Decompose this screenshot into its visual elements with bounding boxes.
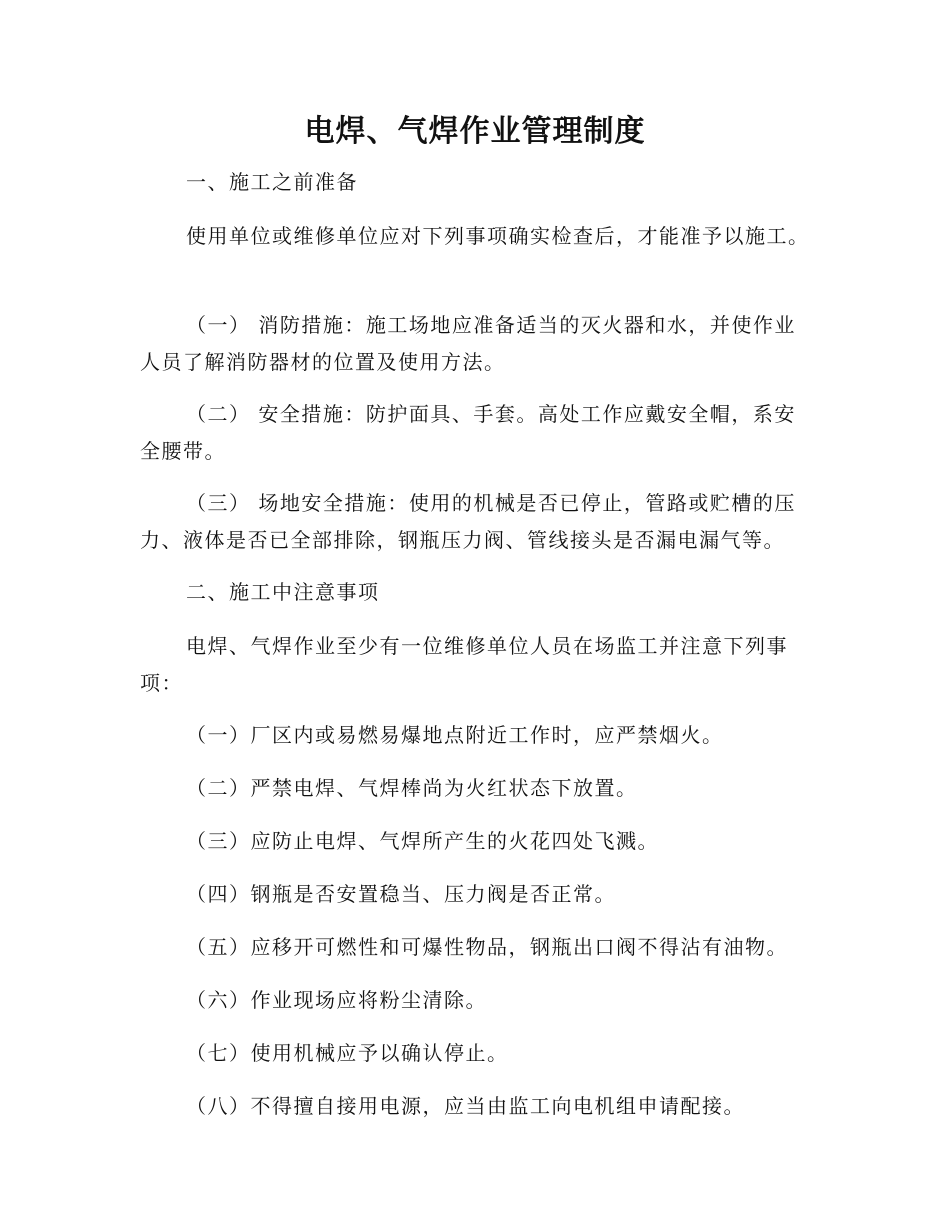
list-item-3: （三）应防止电焊、气焊所产生的火花四处飞溅。 [186, 829, 659, 853]
paragraph-fire-measures: （一） 消防措施：施工场地应准备适当的灭火器和水，并使作业人员了解消防器材的位置及使用方法。 [140, 313, 796, 374]
paragraph-safety-measures: （二） 安全措施：防护面具、手套。高处工作应戴安全帽，系安全腰带。 [140, 402, 796, 463]
list-item-5: （五）应移开可燃性和可爆性物品，钢瓶出口阀不得沾有油物。 [186, 935, 788, 959]
paragraph-site-safety: （三） 场地安全措施：使用的机械是否已停止，管路或贮槽的压力、液体是否已全部排除，钢瓶压力阀、管线接头是否漏电漏气等。 [140, 491, 796, 552]
list-item-2: （二）严禁电焊、气焊棒尚为火红状态下放置。 [186, 776, 638, 800]
list-item-1: （一）厂区内或易燃易爆地点附近工作时，应严禁烟火。 [186, 723, 724, 747]
list-item-4: （四）钢瓶是否安置稳当、压力阀是否正常。 [186, 882, 616, 906]
list-item-8: （八）不得擅自接用电源，应当由监工向电机组申请配接。 [186, 1094, 745, 1118]
list-item-7: （七）使用机械应予以确认停止。 [186, 1041, 509, 1065]
paragraph-supervision: 电焊、气焊作业至少有一位维修单位人员在场监工并注意下列事项： [140, 634, 788, 695]
paragraph-intro: 使用单位或维修单位应对下列事项确实检查后，才能准予以施工。 [186, 224, 810, 248]
section-heading-2: 二、施工中注意事项 [186, 580, 380, 604]
section-heading-1: 一、施工之前准备 [186, 170, 358, 194]
list-item-6: （六）作业现场应将粉尘清除。 [186, 988, 487, 1012]
document-title: 电焊、气焊作业管理制度 [304, 114, 646, 149]
